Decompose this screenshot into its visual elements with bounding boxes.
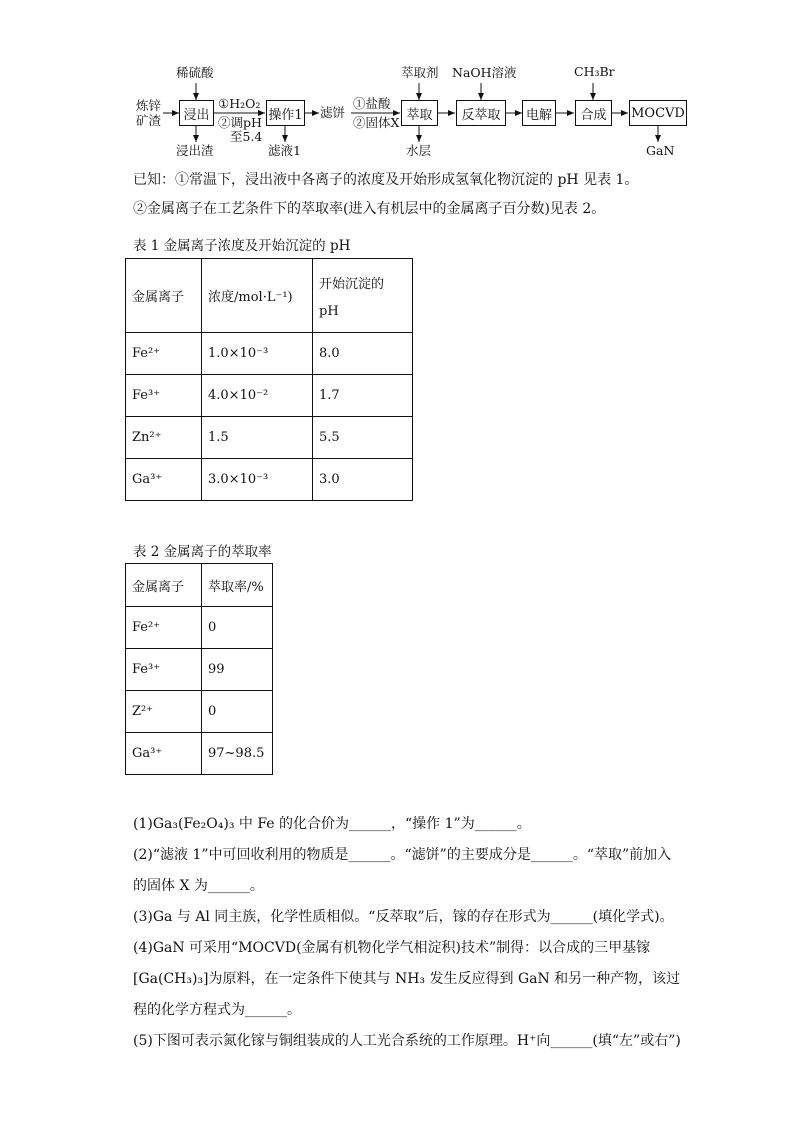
filter-cake-label: 滤饼 — [320, 105, 346, 120]
step-solid-x-label: ②固体X — [353, 115, 400, 130]
table1-header-row — [126, 259, 413, 333]
table-row — [126, 333, 413, 375]
synthesis-label: 合成 — [580, 107, 607, 123]
table-row — [126, 417, 413, 459]
table2-header-cell: 萃取率/% — [202, 564, 273, 607]
mocvd-label: MOCVD — [631, 105, 685, 121]
question-2-cont: 的固体 X 为______。 — [133, 878, 264, 894]
table1-header-line: 开始沉淀的 — [319, 276, 385, 292]
table-row — [126, 733, 273, 775]
step-ph-label: ②调pH — [218, 115, 262, 130]
table-row — [126, 607, 273, 649]
step-ph-label-2: 至5.4 — [230, 129, 263, 144]
known-line-1: 已知：①常温下，浸出液中各离子的浓度及开始形成氢氧化物沉淀的 pH 见表 1。 — [133, 172, 639, 188]
leach-label: 浸出 — [183, 107, 210, 123]
table2 — [125, 563, 273, 775]
electrolysis-label: 电解 — [525, 107, 552, 123]
operation1-box — [266, 100, 305, 126]
table2-caption: 表 2 金属离子的萃取率 — [133, 544, 272, 560]
table-cell: 1.7 — [313, 375, 413, 417]
question-4-cont-1: [Ga(CH₃)₃]为原料，在一定条件下使其与 NH₃ 发生反应得到 GaN 和另一种产物，该过 — [133, 971, 681, 987]
table-cell: Fe²⁺ — [126, 607, 202, 649]
table-cell: Fe²⁺ — [126, 333, 202, 375]
table1-header-cell — [313, 259, 413, 333]
step-h2o2-label: ①H₂O₂ — [218, 96, 261, 111]
question-4: (4)GaN 可采用“MOCVD(金属有机物化学气相淀积)技术”制得：以合成的三甲基镓 — [133, 940, 651, 956]
step-hcl-label: ①盐酸 — [353, 96, 391, 111]
table1 — [125, 258, 413, 501]
table2-header-row — [126, 564, 273, 607]
table-cell: 8.0 — [313, 333, 413, 375]
input-line2: 矿渣 — [136, 113, 162, 128]
dilute-acid-label: 稀硫酸 — [176, 65, 214, 80]
table-row — [126, 375, 413, 417]
ch3br-label: CH₃Br — [574, 64, 615, 79]
synthesis-box — [575, 100, 612, 126]
question-2: (2)“滤液 1”中可回收利用的物质是______。“滤饼”的主要成分是______。“萃取”前加入 — [133, 847, 672, 863]
table-row — [126, 459, 413, 501]
mocvd-box — [629, 100, 687, 126]
extract-box — [401, 100, 438, 126]
table-cell: 1.5 — [202, 417, 313, 459]
table-cell: 5.5 — [313, 417, 413, 459]
leach-residue-label: 浸出渣 — [176, 143, 214, 158]
table-cell: 3.0 — [313, 459, 413, 501]
filtrate1-label: 滤液1 — [268, 143, 301, 158]
naoh-solution-label: NaOH溶液 — [452, 65, 517, 80]
table-cell: Z²⁺ — [126, 691, 202, 733]
table-cell: 3.0×10⁻³ — [202, 459, 313, 501]
table1-header-line: pH — [319, 303, 339, 319]
known-line-2: ②金属离子在工艺条件下的萃取率(进入有机层中的金属离子百分数)见表 2。 — [133, 201, 606, 217]
question-3: (3)Ga 与 Al 同主族，化学性质相似。“反萃取”后，镓的存在形式为______(填化学式)。 — [133, 909, 674, 925]
flowchart-arrows — [0, 0, 794, 170]
table2-header-cell: 金属离子 — [126, 564, 202, 607]
table-cell: 4.0×10⁻² — [202, 375, 313, 417]
table-row — [126, 649, 273, 691]
table-cell: 1.0×10⁻³ — [202, 333, 313, 375]
table-cell: 97~98.5 — [202, 733, 273, 775]
table-cell: Zn²⁺ — [126, 417, 202, 459]
back-extract-label: 反萃取 — [461, 107, 501, 123]
water-layer-label: 水层 — [406, 143, 432, 158]
table-cell: Fe³⁺ — [126, 649, 202, 691]
extractant-label: 萃取剂 — [401, 65, 439, 80]
table-cell: Ga³⁺ — [126, 459, 202, 501]
question-4-cont-2: 程的化学方程式为______。 — [133, 1002, 301, 1018]
table-cell: 99 — [202, 649, 273, 691]
table-cell: 0 — [202, 691, 273, 733]
table-cell: Ga³⁺ — [126, 733, 202, 775]
table-cell: Fe³⁺ — [126, 375, 202, 417]
table1-caption: 表 1 金属离子浓度及开始沉淀的 pH — [133, 238, 351, 254]
question-5: (5)下图可表示氮化镓与铜组装成的人工光合系统的工作原理。H⁺向______(填“左”或右”) — [133, 1033, 681, 1049]
extract-label: 萃取 — [406, 107, 433, 123]
table-cell: 0 — [202, 607, 273, 649]
question-1: (1)Ga₃(Fe₂O₄)₃ 中 Fe 的化合价为______，“操作 1”为______。 — [133, 816, 531, 832]
gan-product-label: GaN — [646, 143, 675, 158]
operation1-label: 操作1 — [268, 107, 303, 123]
electrolysis-box — [522, 100, 556, 126]
back-extract-box — [456, 100, 506, 126]
table-row — [126, 691, 273, 733]
input-line1: 炼锌 — [136, 98, 162, 113]
leach-box — [179, 100, 214, 126]
table1-header-cell: 金属离子 — [126, 259, 202, 333]
table1-header-cell: 浓度/mol·L⁻¹) — [202, 259, 313, 333]
